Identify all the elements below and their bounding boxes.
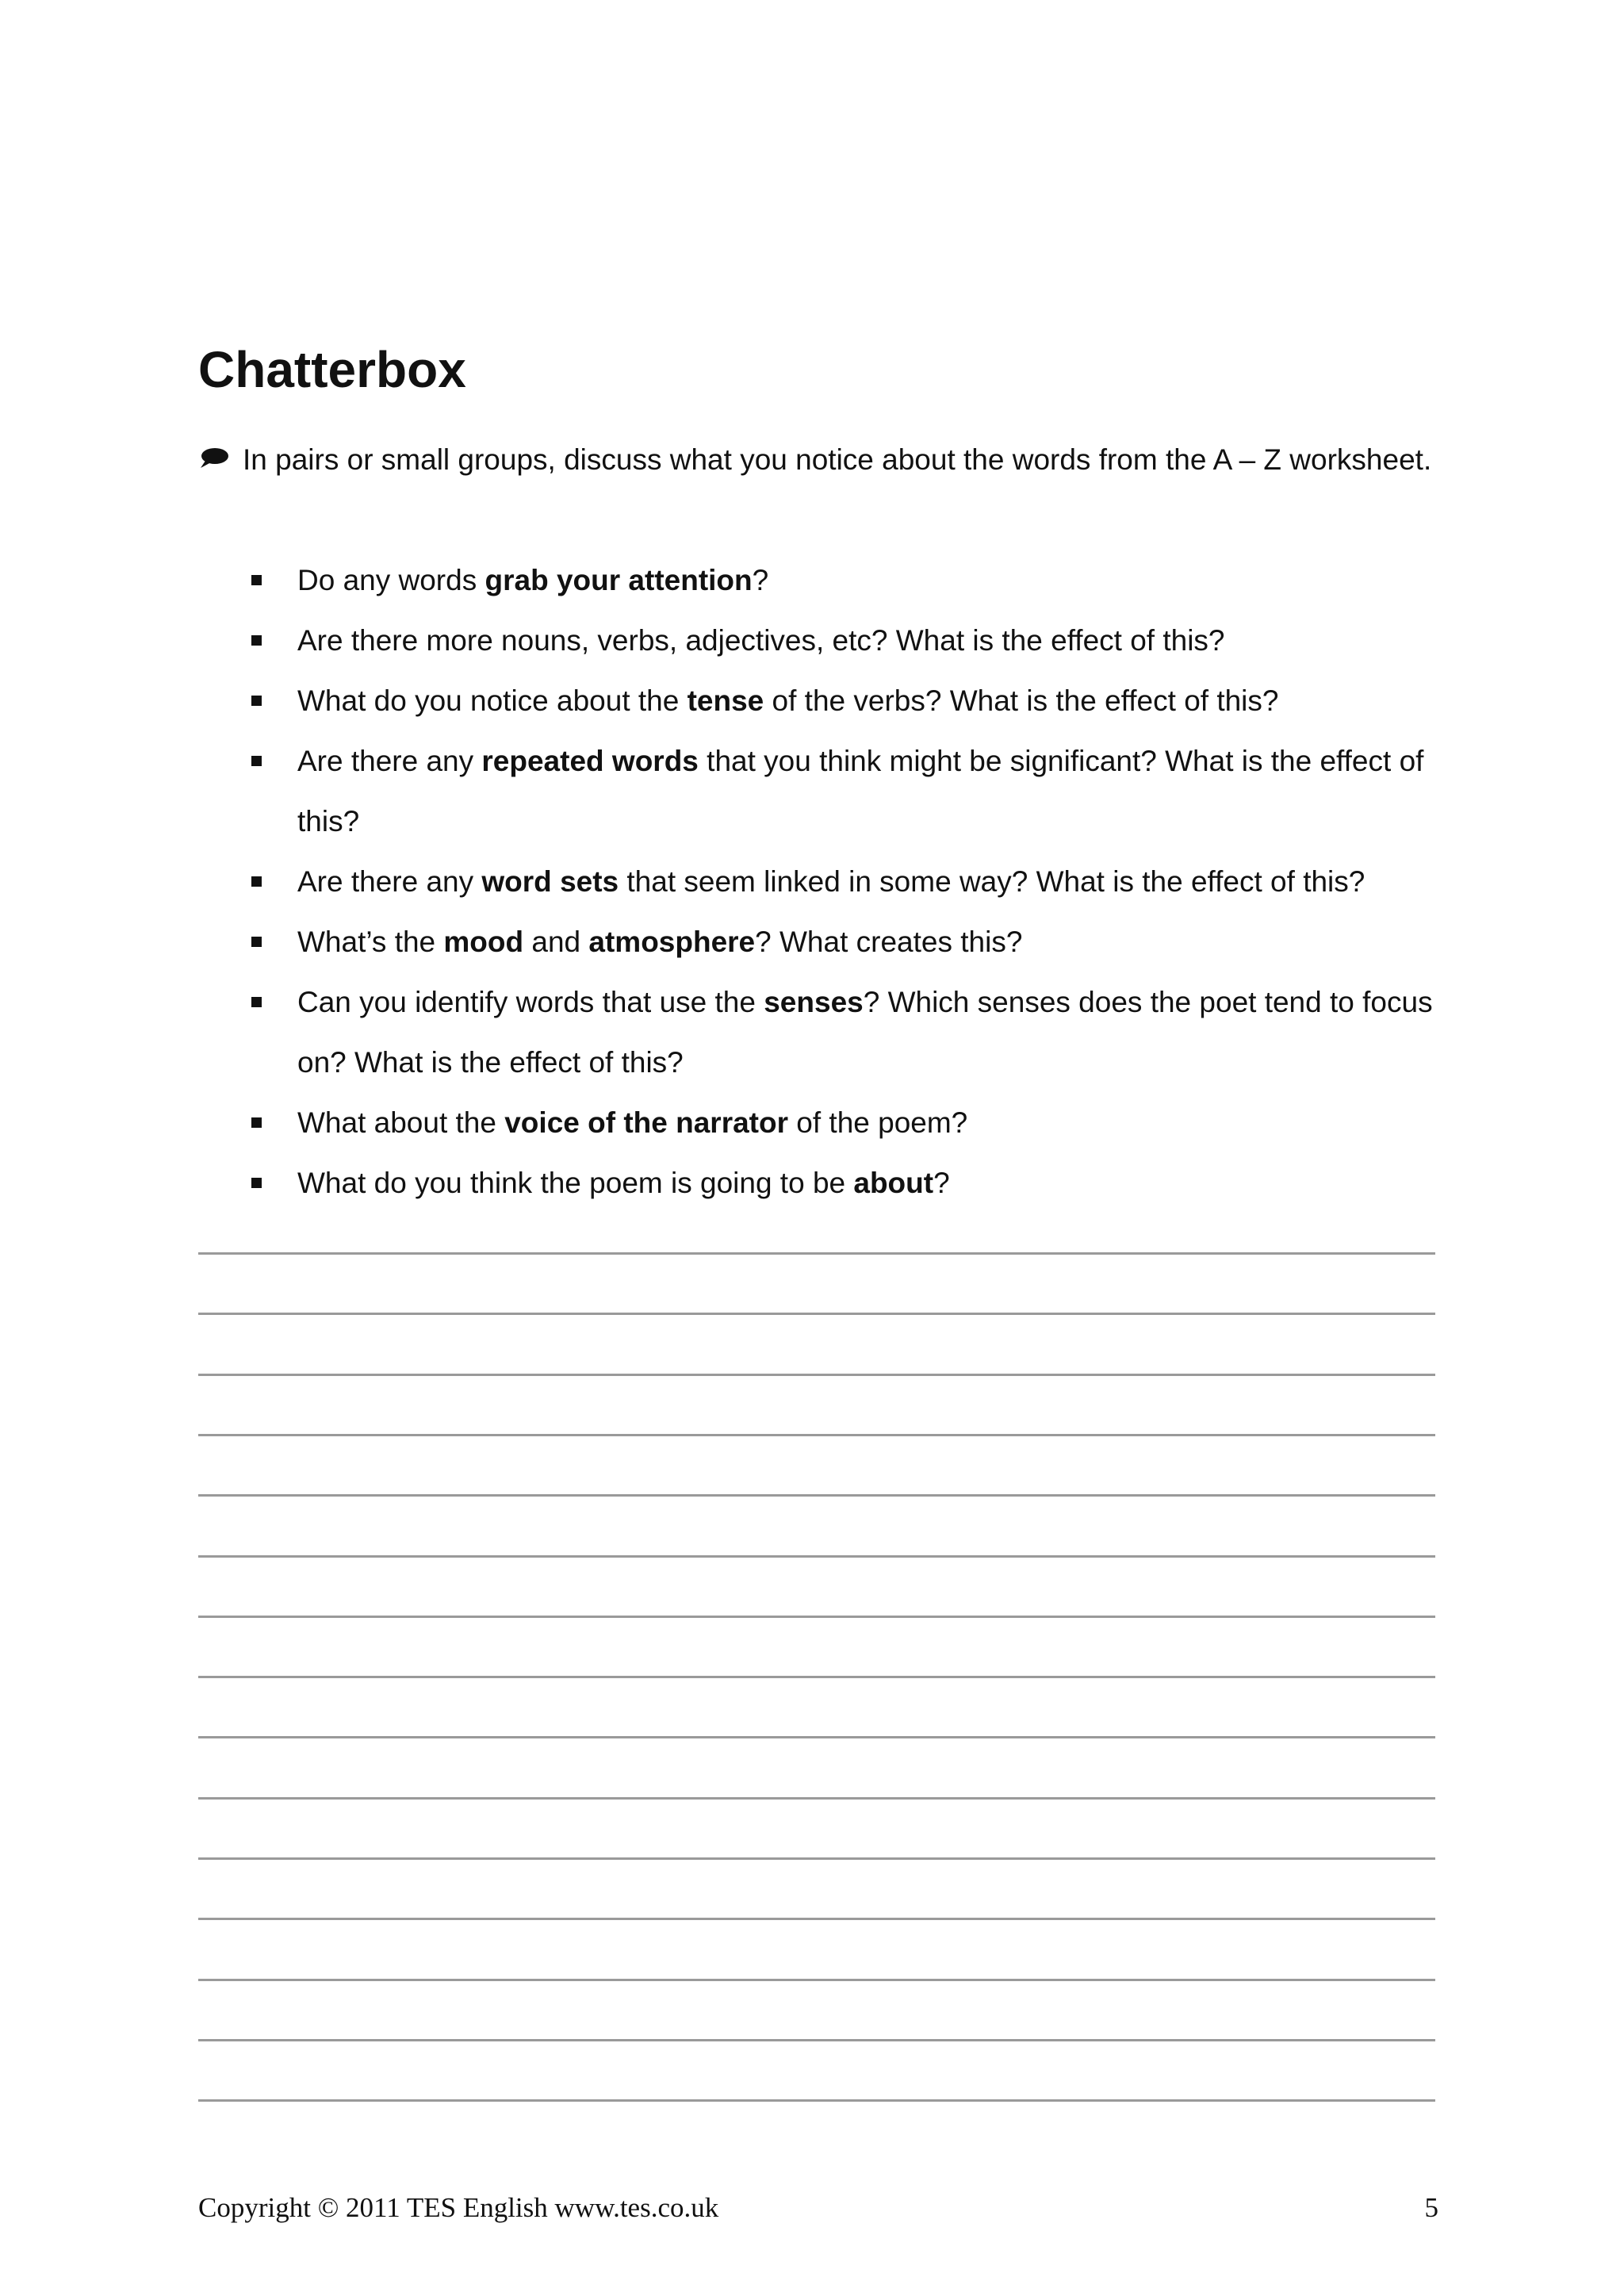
question-text: and	[523, 926, 589, 958]
page-number: 5	[1424, 2192, 1438, 2223]
answer-line	[198, 1434, 1435, 1436]
page-title: Chatterbox	[198, 341, 466, 398]
question-keyword: atmosphere	[588, 926, 756, 958]
answer-line	[198, 2099, 1435, 2102]
discussion-question	[198, 972, 1443, 1093]
square-bullet-icon	[251, 937, 262, 947]
answer-line	[198, 1918, 1435, 1920]
discussion-question	[198, 912, 1443, 972]
square-bullet-icon	[251, 876, 262, 887]
answer-line	[198, 1252, 1435, 1255]
answer-line	[198, 1555, 1435, 1558]
question-text: What’s the	[297, 926, 444, 958]
square-bullet-icon	[251, 575, 262, 585]
question-text: Are there any	[297, 865, 482, 898]
square-bullet-icon	[251, 1178, 262, 1188]
question-text: ?	[752, 564, 769, 596]
question-keyword: tense	[687, 684, 764, 717]
discussion-question	[198, 550, 1443, 611]
question-text: that you think might be significant? What is the effect of this?	[297, 745, 1424, 838]
answer-line	[198, 1494, 1435, 1497]
question-text: Are there more nouns, verbs, adjectives, etc? What is the effect of this?	[297, 624, 1225, 657]
question-text: ? What creates this?	[755, 926, 1023, 958]
footer-copyright: Copyright © 2011 TES English www.tes.co.uk	[198, 2192, 719, 2223]
discussion-question	[198, 852, 1443, 912]
question-keyword: voice of the narrator	[504, 1106, 788, 1139]
square-bullet-icon	[251, 635, 262, 646]
question-text: What do you notice about the	[297, 684, 688, 717]
square-bullet-icon	[251, 997, 262, 1007]
discussion-question	[198, 1153, 1443, 1213]
square-bullet-icon	[251, 1117, 262, 1128]
question-keyword: mood	[443, 926, 524, 958]
intro-text: In pairs or small groups, discuss what you notice about the words from the A – Z worksheet.	[243, 443, 1432, 476]
question-text: ? Which senses does the poet tend to focus on? What is the effect of this?	[297, 986, 1433, 1079]
question-list	[198, 550, 1443, 1213]
intro-instruction	[198, 430, 1435, 490]
question-keyword: word sets	[481, 865, 619, 898]
question-keyword: senses	[764, 986, 864, 1018]
speech-bubble-icon	[198, 443, 230, 474]
question-text: What about the	[297, 1106, 505, 1139]
question-text: Are there any	[297, 745, 482, 777]
question-text: Can you identify words that use the	[297, 986, 764, 1018]
answer-line	[198, 1616, 1435, 1618]
question-text: of the verbs? What is the effect of this?	[764, 684, 1279, 717]
question-keyword: grab your attention	[485, 564, 753, 596]
answer-line	[198, 2039, 1435, 2041]
question-text: Do any words	[297, 564, 485, 596]
answer-line	[198, 1313, 1435, 1315]
answer-line	[198, 1676, 1435, 1678]
square-bullet-icon	[251, 756, 262, 766]
question-text: What do you think the poem is going to be	[297, 1167, 854, 1199]
discussion-question	[198, 671, 1443, 731]
answer-line	[198, 1979, 1435, 1981]
answer-line	[198, 1374, 1435, 1376]
square-bullet-icon	[251, 696, 262, 706]
answer-line	[198, 1736, 1435, 1738]
question-text: of the poem?	[788, 1106, 968, 1139]
answer-line	[198, 1857, 1435, 1860]
discussion-question	[198, 1093, 1443, 1153]
question-text: that seem linked in some way? What is the effect of this?	[619, 865, 1365, 898]
answer-line	[198, 1797, 1435, 1800]
discussion-question	[198, 611, 1443, 671]
question-keyword: about	[853, 1167, 934, 1199]
question-keyword: repeated words	[481, 745, 699, 777]
question-text: ?	[933, 1167, 950, 1199]
discussion-question	[198, 731, 1443, 852]
